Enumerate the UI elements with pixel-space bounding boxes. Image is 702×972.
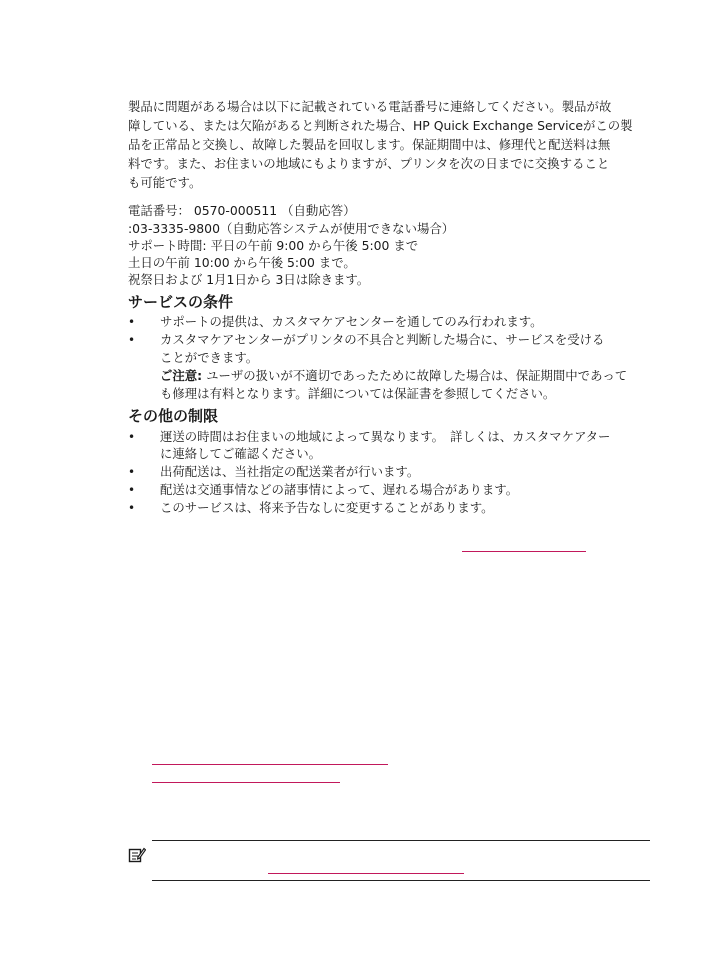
- list-item-continuation: ことができます。: [160, 350, 259, 365]
- list-item-text: 運送の時間はお住まいの地域によって異なります。 詳しくは、カスタマケアター: [160, 429, 611, 444]
- list-item-text: 出荷配送は、当社指定の配送業者が行います。: [160, 464, 420, 479]
- bullet-icon: •: [128, 483, 136, 497]
- list-item-text: 配送は交通事情などの諸事情によって、遅れる場合があります。: [160, 482, 519, 497]
- intro-line-5: も可能です。: [128, 175, 202, 190]
- bullet-icon: •: [128, 465, 136, 479]
- list-item-text: カスタマケアセンターがプリンタの不具合と判断した場合に、サービスを受ける: [160, 332, 605, 347]
- hyperlink[interactable]: [462, 551, 586, 552]
- caution-label: ご注意:: [160, 368, 203, 383]
- bullet-icon: •: [128, 430, 136, 444]
- service-terms-heading: サービスの条件: [128, 293, 234, 311]
- hyperlink[interactable]: [152, 764, 388, 765]
- hyperlink[interactable]: [152, 782, 340, 783]
- holiday-note: 祝祭日および 1月1日から 3日は除きます。: [128, 272, 370, 287]
- list-item-continuation: に連絡してご確認ください。: [160, 446, 322, 461]
- intro-line-4: 料です。また、お住まいの地域にもよりますが、プリンタを次の日までに交換すること: [128, 156, 610, 171]
- phone-line-1: 電話番号： 0570-000511 （自動応答）: [128, 203, 356, 218]
- hyperlink[interactable]: [268, 873, 464, 874]
- bullet-icon: •: [128, 315, 136, 329]
- list-item-text: サポートの提供は、カスタマケアセンターを通してのみ行われます。: [160, 314, 543, 329]
- intro-line-3: 品を正常品と交換し、故障した製品を回収します。保証期間中は、修理代と配送料は無: [128, 137, 611, 152]
- bullet-icon: •: [128, 333, 136, 347]
- support-hours-weekend: 土日の午前 10:00 から午後 5:00 まで。: [128, 255, 356, 270]
- caution-note-continuation: も修理は有料となります。詳細については保証書を参照してください。: [160, 386, 556, 401]
- intro-line-2: 障している、または欠陥があると判断された場合、HP Quick Exchange Serviceがこの製: [128, 118, 633, 133]
- caution-note: [160, 367, 627, 385]
- note-pencil-icon: [128, 846, 146, 864]
- note-top-rule: [152, 840, 650, 841]
- intro-line-1: 製品に問題がある場合は以下に記載されている電話番号に連絡してください。製品が故: [128, 99, 612, 114]
- phone-line-2: :03-3335-9800（自動応答システムが使用できない場合）: [128, 221, 455, 236]
- support-hours-weekday: サポート時間: 平日の午前 9:00 から午後 5:00 まで: [128, 238, 419, 253]
- other-limits-heading: その他の制限: [128, 407, 219, 425]
- list-item-text: このサービスは、将来予告なしに変更することがあります。: [160, 500, 494, 515]
- bullet-icon: •: [128, 501, 136, 515]
- caution-text: ユーザの扱いが不適切であったために故障した場合は、保証期間中であって: [202, 368, 628, 383]
- note-bottom-rule: [152, 880, 650, 881]
